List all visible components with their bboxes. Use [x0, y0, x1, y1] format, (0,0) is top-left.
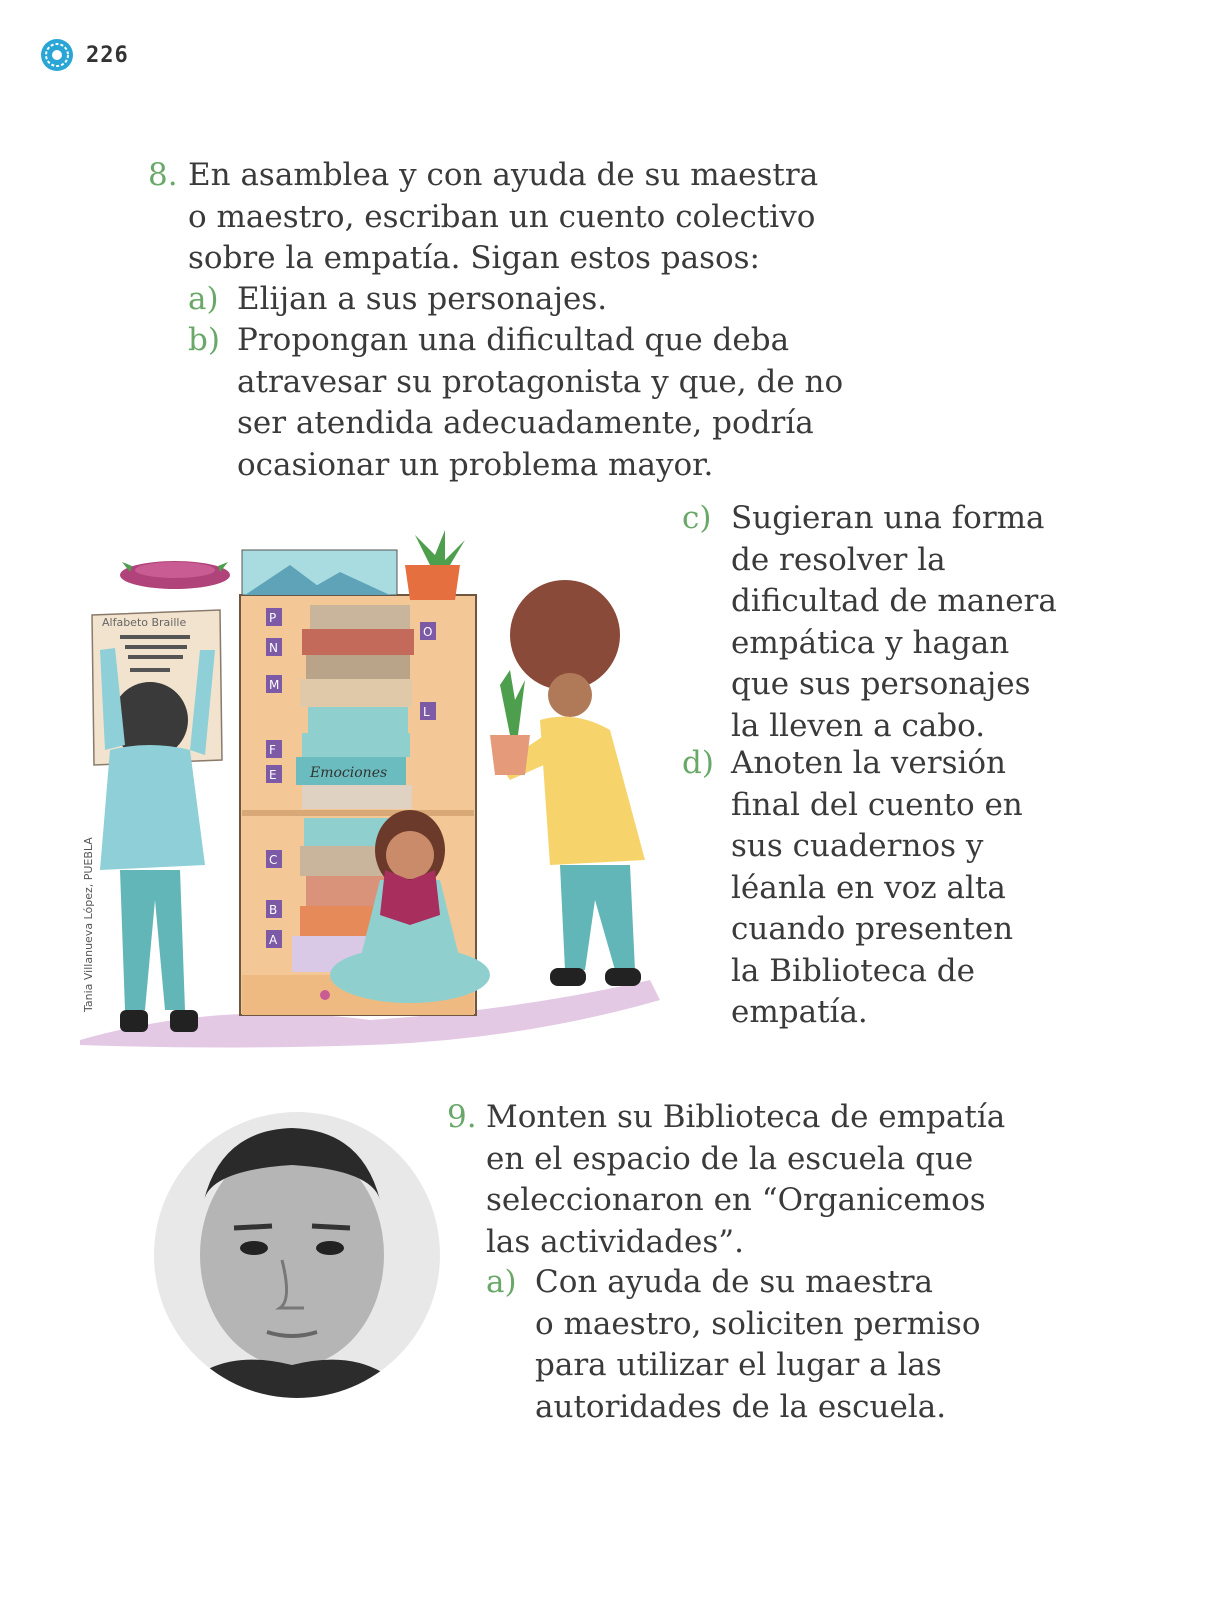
- text-line: las actividades”.: [486, 1223, 744, 1260]
- text-line: autoridades de la escuela.: [535, 1388, 947, 1425]
- list-marker: d): [682, 745, 714, 781]
- letter-tile: O: [423, 625, 433, 639]
- text-line: de resolver la: [731, 541, 946, 578]
- text-line: la lleven a cabo.: [731, 707, 986, 744]
- sun-badge-icon: [40, 38, 74, 72]
- question-number: 8.: [148, 157, 178, 193]
- text-line: la Biblioteca de: [731, 952, 975, 989]
- text-line: Monten su Biblioteca de empatía: [486, 1099, 1006, 1135]
- boy-figure: [100, 648, 215, 1032]
- text-line: empatía.: [731, 994, 868, 1030]
- letter-tile: A: [269, 933, 278, 947]
- braille-title: Alfabeto Braille: [102, 616, 187, 629]
- text-line: Elijan a sus personajes.: [237, 281, 608, 317]
- letter-tile: N: [269, 641, 278, 655]
- text-line: atravesar su protagonista y que, de no: [237, 363, 844, 400]
- text-line: para utilizar el lugar a las: [535, 1347, 942, 1383]
- list-marker: b): [188, 322, 220, 358]
- text-line: ocasionar un problema mayor.: [237, 446, 714, 483]
- text-line: empática y hagan: [731, 624, 1010, 661]
- letter-tile: B: [269, 903, 278, 917]
- text-line: seleccionaron en “Organicemos: [486, 1182, 986, 1218]
- text-line: que sus personajes: [731, 666, 1031, 702]
- question-9: [447, 1097, 1006, 1260]
- page-header: [40, 38, 129, 72]
- hands-decoration: [120, 561, 230, 589]
- girl-plant-figure: [490, 580, 645, 986]
- list-marker: a): [486, 1264, 517, 1300]
- text-line: sus cuadernos y: [731, 828, 984, 864]
- letter-tile: E: [269, 768, 277, 782]
- text-line: dificultad de manera: [731, 583, 1057, 619]
- text-line: final del cuento en: [731, 786, 1023, 823]
- student-photo: [152, 1110, 442, 1400]
- page-number: 226: [86, 42, 129, 68]
- letter-tile: F: [269, 743, 276, 757]
- letter-tile: M: [269, 678, 280, 692]
- letter-tile: P: [269, 611, 277, 625]
- text-line: Sugieran una forma: [731, 500, 1045, 536]
- text-line: cuando presenten: [731, 911, 1014, 947]
- list-marker: c): [682, 500, 712, 536]
- text-line: En asamblea y con ayuda de su maestra: [188, 157, 819, 193]
- library-illustration: [70, 520, 670, 1060]
- text-line: o maestro, soliciten permiso: [535, 1305, 981, 1342]
- question-number: 9.: [447, 1099, 477, 1135]
- list-marker: a): [188, 281, 219, 317]
- illustration-credit: Tania Villanueva López, PUEBLA: [82, 837, 95, 1012]
- text-line: Propongan una dificultad que deba: [237, 322, 790, 358]
- letter-tile: L: [423, 705, 430, 719]
- book-label: Emociones: [310, 765, 388, 781]
- text-line: léanla en voz alta: [731, 869, 1006, 906]
- text-line: en el espacio de la escuela que: [486, 1140, 974, 1177]
- question-8: [148, 155, 819, 276]
- letter-tile: C: [269, 853, 278, 867]
- text-line: o maestro, escriban un cuento colectivo: [188, 198, 816, 235]
- text-line: Anoten la versión: [731, 745, 1007, 781]
- text-line: Con ayuda de su maestra: [535, 1264, 934, 1300]
- text-line: ser atendida adecuadamente, podría: [237, 405, 814, 441]
- text-line: sobre la empatía. Sigan estos pasos:: [188, 240, 761, 276]
